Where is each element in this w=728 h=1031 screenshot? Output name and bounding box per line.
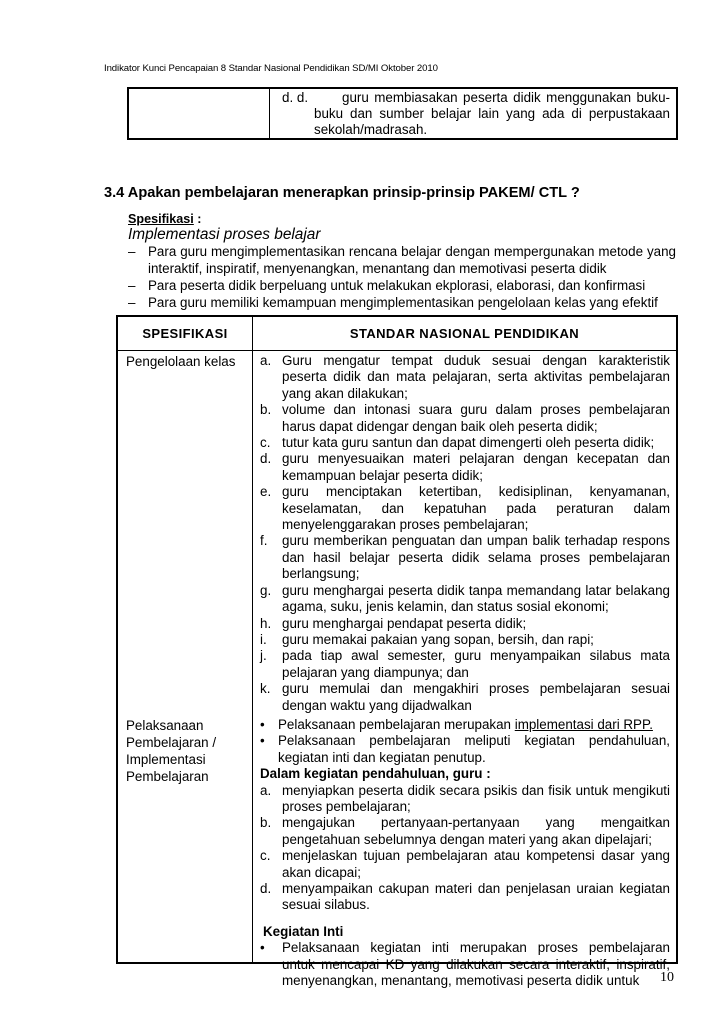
item-marker: f. [260,533,268,549]
item-text: menyampaikan cakupan materi dan penjelasan uraian kegiatan sesuai silabus. [282,881,670,913]
item-text-underlined: implementasi dari RPP. [514,716,653,732]
page-number: 10 [660,970,674,985]
item-marker: b. [260,815,272,831]
item-marker: g. [260,582,272,598]
list-item [260,435,670,451]
continuation-table [127,87,678,140]
bullet-item [260,733,670,766]
spec-line: Pembelajaran / [126,734,217,750]
item-marker: e. [260,484,272,500]
list-item [260,848,670,881]
standard-cell-pengelolaan [253,351,678,714]
list-item [260,583,670,616]
list-item [260,648,670,681]
item-text: guru memakai pakaian yang sopan, bersih, dan rapi; [282,631,594,647]
implementation-title: Implementasi proses belajar [128,226,321,243]
spec-cell-pelaksanaan [117,714,253,963]
list-item [260,402,670,435]
list-item [128,243,676,277]
item-text: Pelaksanaan pembelajaran merupakan [278,716,515,732]
item-marker: d. [260,881,272,896]
item-marker: b. [260,402,272,418]
item-text: mengajukan pertanyaan-pertanyaan yang mengaitkan pengetahuan sebelumnya dengan materi yang akan dipelajari; [282,815,670,847]
bullet-marker: • [260,940,265,956]
spec-line: Pelaksanaan [126,717,204,733]
bullet-item [260,940,670,989]
spec-line: Implementasi [126,751,206,767]
list-item [128,294,676,311]
item-text: Para guru memiliki kemampuan mengimplementasikan pengelolaan kelas yang efektif [148,295,658,310]
item-text: guru membiasakan peserta didik menggunakan buku-buku dan sumber belajar lain yang ada di perpustakaan sekolah/madrasah. [314,90,670,137]
item-marker: h. [260,615,272,631]
spec-line: Pembelajaran [126,768,209,784]
item-text: Guru mengatur tempat duduk sesuai dengan karakteristik peserta didik dan mata pelajaran, serta aktivitas pembelajaran yang akan dilakukan; [282,353,670,401]
list-item [282,90,670,138]
column-header-spesifikasi: SPESIFIKASI [117,316,253,351]
dash-marker: – [128,295,136,310]
bullet-marker: • [260,733,265,749]
item-marker: d. [260,451,272,467]
bullet-item [260,717,670,733]
list-item [260,616,670,632]
spec-label-text: Spesifikasi [128,212,194,226]
item-text: Para guru mengimplementasikan rencana belajar dengan mempergunakan metode yang interaktif, inspiratif, menyenangkan, menantang dan memotivasi peserta didik [148,244,676,276]
section-title: 3.4 Apakan pembelajaran menerapkan prinsip-prinsip PAKEM/ CTL ? [104,185,580,201]
spec-label [128,212,202,226]
item-text: pada tiap awal semester, guru menyampaikan silabus mata pelajaran yang diampunya; dan [282,648,670,680]
item-text: guru menghargai peserta didik tanpa memandang latar belakang agama, suku, jenis kelamin, dan status sosial ekonomi; [282,582,670,615]
spec-dash-list [128,243,676,311]
list-item [260,783,670,816]
item-marker: a. [260,353,272,368]
page-header: Indikator Kunci Pencapaian 8 Standar Nasional Pendidikan SD/MI Oktober 2010 [104,63,438,74]
spacer [260,914,670,924]
list-item [260,681,670,714]
bullet-marker: • [260,716,265,732]
list-item [260,353,670,402]
inti-title: Kegiatan Inti [263,923,344,939]
item-text: guru menghargai pendapat peserta didik; [282,615,527,631]
list-item [260,451,670,484]
item-text: menyiapkan peserta didik secara psikis dan fisik untuk mengikuti proses pembelajaran; [282,782,670,814]
item-text: Pelaksanaan pembelajaran meliputi kegiatan pendahuluan, kegiatan inti dan kegiatan penutup. [278,733,670,765]
item-marker: k. [260,681,271,697]
dash-marker: – [128,244,136,259]
list-item [128,277,676,294]
item-text: menjelaskan tujuan pembelajaran atau kompetensi dasar yang akan dicapai; [282,848,670,880]
item-marker: a. [260,782,272,798]
dash-marker: – [128,278,136,293]
column-header-standar: STANDAR NASIONAL PENDIDIKAN [253,316,678,351]
list-item [260,632,670,648]
item-marker: c. [260,435,271,451]
item-marker: c. [260,848,271,864]
item-text: Para peserta didik berpeluang untuk melakukan ekplorasi, elaborasi, dan konfirmasi [148,278,646,293]
item-text: guru menciptakan ketertiban, kedisiplinan, kenyamanan, keselamatan, dan kepatuhan pada peraturan dalam menyelenggarakan proses pembelajaran; [282,484,670,533]
item-marker: d. d. [282,90,309,105]
item-text: tutur kata guru santun dan dapat dimengerti oleh peserta didik; [282,435,655,451]
list-item [260,484,670,533]
spec-label-colon: : [193,212,202,226]
item-text: guru menyesuaikan materi pelajaran dengan kecepatan dan kemampuan belajar peserta didik; [282,451,670,483]
item-text: guru memberikan penguatan dan umpan balik terhadap respons dan hasil belajar peserta didik selama proses pembelajaran berlangsung; [282,533,670,582]
item-marker: i. [260,631,267,647]
item-text: Pelaksanaan kegiatan inti merupakan proses pembelajaran untuk mencapai KD yang dilakukan secara interaktif, inspiratif, menyenangkan, menantang, memotivasi peserta didik untuk [282,940,670,989]
list-item [260,815,670,848]
pendahuluan-title: Dalam kegiatan pendahuluan, guru : [260,766,491,782]
standard-cell [270,88,678,139]
empty-spec-cell [128,88,270,139]
spec-cell-pengelolaan: Pengelolaan kelas [117,351,253,714]
list-item [260,533,670,582]
list-item [260,881,670,914]
item-marker: j. [260,648,267,664]
item-text: guru memulai dan mengakhiri proses pembelajaran sesuai dengan waktu yang dijadwalkan [282,681,670,713]
item-text: volume dan intonasi suara guru dalam proses pembelajaran harus dapat didengar dengan baik oleh peserta didik; [282,402,670,434]
